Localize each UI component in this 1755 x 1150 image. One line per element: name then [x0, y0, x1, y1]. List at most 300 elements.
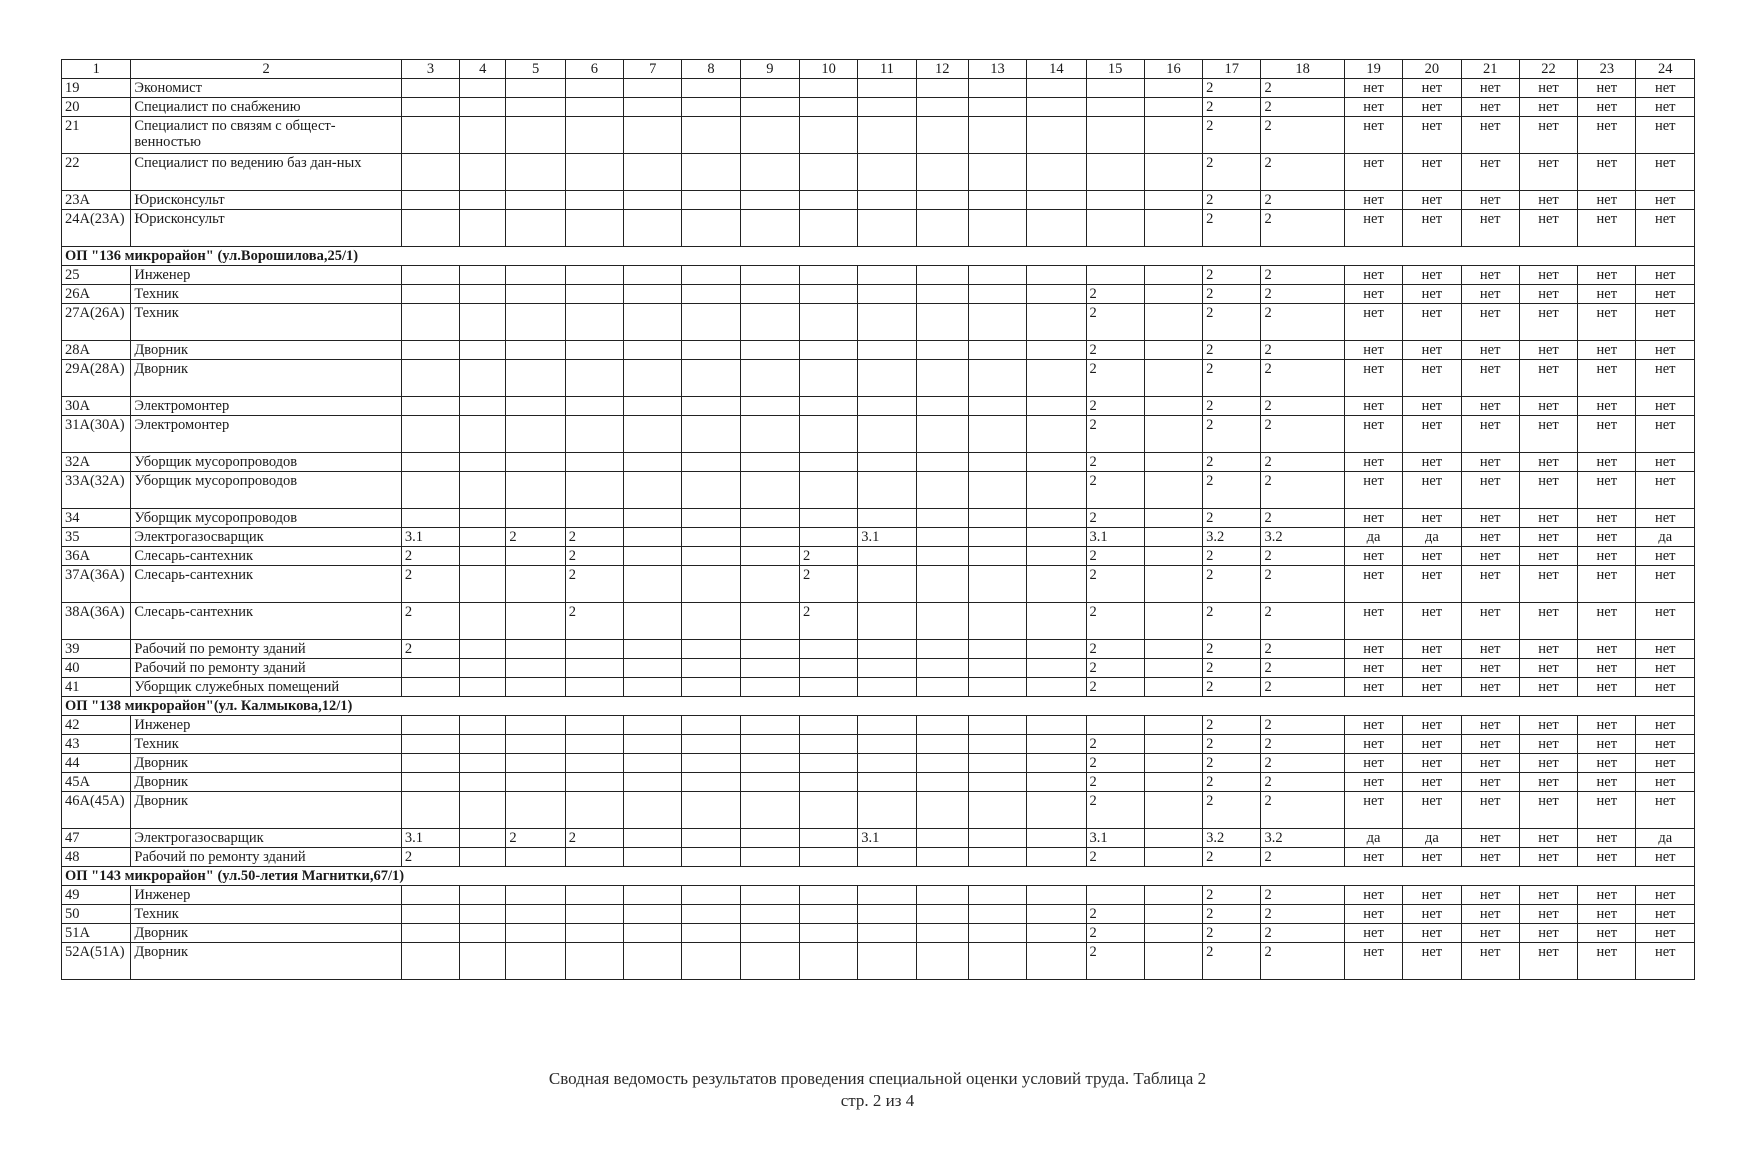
class-cell — [799, 716, 857, 735]
class-cell — [1144, 472, 1202, 509]
workplace-number: 27А(26А) — [62, 304, 131, 341]
summary-table — [61, 59, 1695, 980]
yes-no-cell: нет — [1403, 453, 1461, 472]
class-cell — [858, 509, 916, 528]
column-number-header: 14 — [1027, 60, 1086, 79]
class-cell — [565, 773, 623, 792]
class-cell — [682, 453, 740, 472]
class-cell — [401, 678, 459, 697]
class-cell — [1086, 266, 1144, 285]
class-cell — [916, 547, 968, 566]
class-cell — [916, 416, 968, 453]
class-cell — [460, 191, 506, 210]
class-cell — [401, 304, 459, 341]
yes-no-cell: нет — [1461, 716, 1519, 735]
class-cell — [968, 905, 1026, 924]
column-number-header: 1 — [62, 60, 131, 79]
class-cell — [460, 117, 506, 154]
yes-no-cell: нет — [1403, 547, 1461, 566]
class-cell — [1144, 547, 1202, 566]
class-cell — [506, 154, 565, 191]
workplace-name: Дворник — [131, 341, 401, 360]
class-cell — [401, 117, 459, 154]
class-cell — [506, 472, 565, 509]
class-cell: 3.2 — [1203, 528, 1261, 547]
class-cell — [506, 360, 565, 397]
class-cell — [682, 360, 740, 397]
class-cell — [1144, 735, 1202, 754]
table-row — [62, 566, 1695, 603]
yes-no-cell: нет — [1519, 285, 1577, 304]
class-cell — [740, 905, 799, 924]
class-cell: 2 — [1261, 566, 1344, 603]
class-cell — [858, 341, 916, 360]
yes-no-cell: нет — [1519, 191, 1577, 210]
class-cell — [858, 886, 916, 905]
class-cell — [565, 191, 623, 210]
class-cell: 2 — [1086, 285, 1144, 304]
class-cell — [460, 547, 506, 566]
yes-no-cell: нет — [1461, 829, 1519, 848]
class-cell — [968, 528, 1026, 547]
yes-no-cell: нет — [1461, 603, 1519, 640]
class-cell — [799, 210, 857, 247]
class-cell — [401, 509, 459, 528]
yes-no-cell: нет — [1344, 266, 1402, 285]
column-number-header: 16 — [1144, 60, 1202, 79]
class-cell — [624, 659, 682, 678]
column-number-header: 23 — [1578, 60, 1636, 79]
class-cell: 3.1 — [858, 528, 916, 547]
class-cell: 2 — [1261, 472, 1344, 509]
yes-no-cell: нет — [1461, 210, 1519, 247]
class-cell: 2 — [1086, 472, 1144, 509]
class-cell — [506, 792, 565, 829]
class-cell — [682, 98, 740, 117]
class-cell: 2 — [799, 566, 857, 603]
class-cell — [799, 509, 857, 528]
yes-no-cell: нет — [1344, 360, 1402, 397]
class-cell — [740, 735, 799, 754]
class-cell — [858, 547, 916, 566]
workplace-name: Юрисконсульт — [131, 191, 401, 210]
class-cell — [858, 266, 916, 285]
class-cell — [858, 360, 916, 397]
yes-no-cell: нет — [1578, 735, 1636, 754]
column-number-header: 10 — [799, 60, 857, 79]
class-cell — [460, 924, 506, 943]
class-cell: 2 — [1086, 397, 1144, 416]
class-cell — [858, 304, 916, 341]
class-cell — [1027, 285, 1086, 304]
class-cell: 2 — [1203, 472, 1261, 509]
table-row — [62, 603, 1695, 640]
yes-no-cell: нет — [1636, 416, 1695, 453]
table-row — [62, 678, 1695, 697]
class-cell — [682, 547, 740, 566]
class-cell — [682, 603, 740, 640]
class-cell — [858, 210, 916, 247]
class-cell: 2 — [1261, 678, 1344, 697]
yes-no-cell: нет — [1461, 528, 1519, 547]
class-cell — [968, 285, 1026, 304]
class-cell — [1027, 154, 1086, 191]
class-cell — [740, 416, 799, 453]
table-row — [62, 191, 1695, 210]
class-cell — [460, 472, 506, 509]
class-cell — [401, 886, 459, 905]
column-number-header: 21 — [1461, 60, 1519, 79]
class-cell — [565, 754, 623, 773]
class-cell — [506, 603, 565, 640]
yes-no-cell: нет — [1344, 191, 1402, 210]
class-cell — [1144, 659, 1202, 678]
yes-no-cell: нет — [1403, 304, 1461, 341]
class-cell — [624, 341, 682, 360]
yes-no-cell: нет — [1636, 341, 1695, 360]
class-cell — [506, 509, 565, 528]
class-cell — [565, 154, 623, 191]
class-cell — [968, 79, 1026, 98]
yes-no-cell: нет — [1403, 397, 1461, 416]
yes-no-cell: нет — [1578, 754, 1636, 773]
class-cell: 2 — [401, 848, 459, 867]
class-cell — [565, 886, 623, 905]
class-cell — [1144, 773, 1202, 792]
table-row — [62, 943, 1695, 980]
column-number-header: 4 — [460, 60, 506, 79]
class-cell — [916, 735, 968, 754]
class-cell — [1086, 117, 1144, 154]
yes-no-cell: нет — [1519, 154, 1577, 191]
class-cell: 2 — [1203, 678, 1261, 697]
workplace-name: Дворник — [131, 943, 401, 980]
class-cell — [916, 154, 968, 191]
workplace-name: Специалист по ведению баз дан-ных — [131, 154, 401, 191]
class-cell — [1144, 528, 1202, 547]
class-cell — [1144, 848, 1202, 867]
class-cell — [460, 566, 506, 603]
yes-no-cell: нет — [1519, 640, 1577, 659]
class-cell — [506, 266, 565, 285]
class-cell — [740, 154, 799, 191]
class-cell — [858, 117, 916, 154]
class-cell: 2 — [1086, 735, 1144, 754]
yes-no-cell: нет — [1461, 154, 1519, 191]
yes-no-cell: нет — [1519, 886, 1577, 905]
yes-no-cell: нет — [1636, 659, 1695, 678]
class-cell — [968, 453, 1026, 472]
table-row — [62, 792, 1695, 829]
class-cell — [565, 453, 623, 472]
class-cell: 2 — [1086, 453, 1144, 472]
yes-no-cell: нет — [1636, 735, 1695, 754]
class-cell — [565, 79, 623, 98]
yes-no-cell: нет — [1344, 792, 1402, 829]
class-cell: 2 — [1086, 603, 1144, 640]
class-cell — [858, 716, 916, 735]
class-cell — [916, 943, 968, 980]
class-cell: 2 — [1086, 566, 1144, 603]
workplace-number: 43 — [62, 735, 131, 754]
class-cell — [799, 416, 857, 453]
class-cell — [968, 678, 1026, 697]
class-cell — [916, 191, 968, 210]
class-cell — [506, 905, 565, 924]
class-cell — [916, 754, 968, 773]
yes-no-cell: нет — [1461, 397, 1519, 416]
class-cell — [858, 678, 916, 697]
class-cell — [799, 905, 857, 924]
class-cell — [624, 304, 682, 341]
class-cell — [460, 304, 506, 341]
yes-no-cell: да — [1403, 829, 1461, 848]
yes-no-cell: нет — [1636, 98, 1695, 117]
class-cell — [1027, 773, 1086, 792]
workplace-name: Слесарь-сантехник — [131, 566, 401, 603]
class-cell — [460, 603, 506, 640]
class-cell — [858, 792, 916, 829]
table-row — [62, 472, 1695, 509]
workplace-name: Инженер — [131, 266, 401, 285]
workplace-number: 34 — [62, 509, 131, 528]
class-cell: 2 — [1086, 924, 1144, 943]
yes-no-cell: нет — [1344, 678, 1402, 697]
workplace-name: Уборщик мусоропроводов — [131, 509, 401, 528]
yes-no-cell: нет — [1344, 886, 1402, 905]
class-cell — [1144, 678, 1202, 697]
class-cell: 2 — [1261, 773, 1344, 792]
class-cell — [624, 905, 682, 924]
yes-no-cell: нет — [1461, 659, 1519, 678]
yes-no-cell: нет — [1344, 79, 1402, 98]
class-cell — [1144, 154, 1202, 191]
class-cell — [858, 154, 916, 191]
workplace-number: 25 — [62, 266, 131, 285]
class-cell — [799, 285, 857, 304]
yes-no-cell: нет — [1636, 266, 1695, 285]
yes-no-cell: нет — [1461, 453, 1519, 472]
workplace-name: Рабочий по ремонту зданий — [131, 640, 401, 659]
class-cell — [858, 98, 916, 117]
class-cell — [624, 603, 682, 640]
yes-no-cell: нет — [1461, 905, 1519, 924]
class-cell — [624, 735, 682, 754]
yes-no-cell: нет — [1461, 547, 1519, 566]
class-cell — [1027, 678, 1086, 697]
class-cell — [624, 79, 682, 98]
class-cell — [740, 528, 799, 547]
yes-no-cell: нет — [1578, 472, 1636, 509]
yes-no-cell: нет — [1344, 472, 1402, 509]
class-cell — [460, 659, 506, 678]
class-cell — [968, 773, 1026, 792]
class-cell — [799, 341, 857, 360]
class-cell — [740, 603, 799, 640]
workplace-number: 20 — [62, 98, 131, 117]
class-cell — [799, 360, 857, 397]
workplace-name: Юрисконсульт — [131, 210, 401, 247]
class-cell — [740, 754, 799, 773]
class-cell: 2 — [1203, 603, 1261, 640]
class-cell — [1144, 886, 1202, 905]
yes-no-cell: нет — [1636, 154, 1695, 191]
class-cell — [624, 397, 682, 416]
yes-no-cell: нет — [1578, 117, 1636, 154]
yes-no-cell: нет — [1519, 360, 1577, 397]
yes-no-cell: нет — [1519, 754, 1577, 773]
yes-no-cell: нет — [1636, 509, 1695, 528]
class-cell: 2 — [1261, 453, 1344, 472]
class-cell — [624, 640, 682, 659]
yes-no-cell: нет — [1344, 154, 1402, 191]
table-row — [62, 416, 1695, 453]
yes-no-cell: нет — [1344, 210, 1402, 247]
table-row — [62, 397, 1695, 416]
caption-page-number: стр. 2 из 4 — [840, 1091, 915, 1110]
class-cell — [858, 416, 916, 453]
class-cell — [968, 848, 1026, 867]
table-row — [62, 79, 1695, 98]
class-cell: 2 — [1203, 509, 1261, 528]
yes-no-cell: нет — [1344, 416, 1402, 453]
class-cell — [740, 943, 799, 980]
workplace-name: Дворник — [131, 792, 401, 829]
yes-no-cell: нет — [1461, 943, 1519, 980]
class-cell — [565, 924, 623, 943]
class-cell — [740, 341, 799, 360]
class-cell: 2 — [1203, 79, 1261, 98]
yes-no-cell: нет — [1636, 453, 1695, 472]
class-cell — [682, 773, 740, 792]
class-cell — [968, 117, 1026, 154]
class-cell — [1144, 603, 1202, 640]
class-cell — [858, 79, 916, 98]
class-cell — [858, 905, 916, 924]
class-cell — [916, 98, 968, 117]
yes-no-cell: нет — [1519, 509, 1577, 528]
class-cell — [460, 773, 506, 792]
class-cell — [799, 79, 857, 98]
yes-no-cell: нет — [1461, 754, 1519, 773]
class-cell — [460, 716, 506, 735]
class-cell: 2 — [401, 547, 459, 566]
yes-no-cell: нет — [1344, 397, 1402, 416]
class-cell — [401, 341, 459, 360]
class-cell: 2 — [401, 566, 459, 603]
workplace-name: Уборщик служебных помещений — [131, 678, 401, 697]
class-cell — [1086, 886, 1144, 905]
class-cell — [682, 905, 740, 924]
workplace-name: Инженер — [131, 886, 401, 905]
class-cell — [1027, 943, 1086, 980]
workplace-number: 45А — [62, 773, 131, 792]
class-cell — [858, 566, 916, 603]
class-cell — [401, 659, 459, 678]
class-cell — [740, 191, 799, 210]
workplace-name: Дворник — [131, 754, 401, 773]
class-cell — [506, 397, 565, 416]
yes-no-cell: нет — [1344, 716, 1402, 735]
table-row — [62, 266, 1695, 285]
class-cell: 2 — [1086, 509, 1144, 528]
yes-no-cell: нет — [1403, 678, 1461, 697]
yes-no-cell: нет — [1519, 472, 1577, 509]
class-cell — [565, 905, 623, 924]
class-cell: 2 — [1086, 678, 1144, 697]
class-cell — [460, 754, 506, 773]
yes-no-cell: нет — [1403, 360, 1461, 397]
workplace-number: 19 — [62, 79, 131, 98]
workplace-name: Дворник — [131, 773, 401, 792]
class-cell — [565, 397, 623, 416]
class-cell — [1027, 792, 1086, 829]
workplace-name: Слесарь-сантехник — [131, 603, 401, 640]
class-cell — [1086, 154, 1144, 191]
column-number-header: 7 — [624, 60, 682, 79]
class-cell — [968, 886, 1026, 905]
class-cell — [916, 285, 968, 304]
yes-no-cell: нет — [1519, 924, 1577, 943]
class-cell — [460, 528, 506, 547]
caption-title: Сводная ведомость результатов проведения специальной оценки условий труда. Таблица 2 — [548, 1069, 1207, 1088]
class-cell: 2 — [1261, 360, 1344, 397]
class-cell — [1086, 79, 1144, 98]
class-cell: 2 — [1203, 360, 1261, 397]
class-cell — [506, 98, 565, 117]
class-cell — [799, 98, 857, 117]
yes-no-cell: нет — [1578, 509, 1636, 528]
yes-no-cell: нет — [1636, 716, 1695, 735]
class-cell — [1144, 453, 1202, 472]
yes-no-cell: нет — [1636, 397, 1695, 416]
workplace-number: 33А(32А) — [62, 472, 131, 509]
yes-no-cell: да — [1344, 829, 1402, 848]
class-cell — [401, 266, 459, 285]
yes-no-cell: нет — [1636, 304, 1695, 341]
class-cell — [968, 716, 1026, 735]
class-cell: 2 — [1086, 848, 1144, 867]
class-cell: 2 — [1203, 416, 1261, 453]
table-row — [62, 735, 1695, 754]
class-cell: 2 — [1086, 640, 1144, 659]
yes-no-cell: нет — [1636, 117, 1695, 154]
class-cell — [624, 773, 682, 792]
class-cell: 2 — [1086, 341, 1144, 360]
workplace-number: 42 — [62, 716, 131, 735]
workplace-number: 47 — [62, 829, 131, 848]
class-cell: 2 — [1203, 566, 1261, 603]
class-cell: 3.2 — [1261, 528, 1344, 547]
yes-no-cell: нет — [1578, 848, 1636, 867]
class-cell — [1086, 98, 1144, 117]
yes-no-cell: нет — [1578, 640, 1636, 659]
class-cell — [624, 210, 682, 247]
table-row — [62, 210, 1695, 247]
yes-no-cell: нет — [1344, 304, 1402, 341]
class-cell: 2 — [1261, 848, 1344, 867]
table-row — [62, 304, 1695, 341]
class-cell — [460, 416, 506, 453]
class-cell: 2 — [1086, 304, 1144, 341]
class-cell — [624, 117, 682, 154]
table-row — [62, 659, 1695, 678]
class-cell — [916, 360, 968, 397]
workplace-name: Электромонтер — [131, 397, 401, 416]
class-cell — [799, 266, 857, 285]
yes-no-cell: нет — [1461, 341, 1519, 360]
class-cell — [1027, 453, 1086, 472]
